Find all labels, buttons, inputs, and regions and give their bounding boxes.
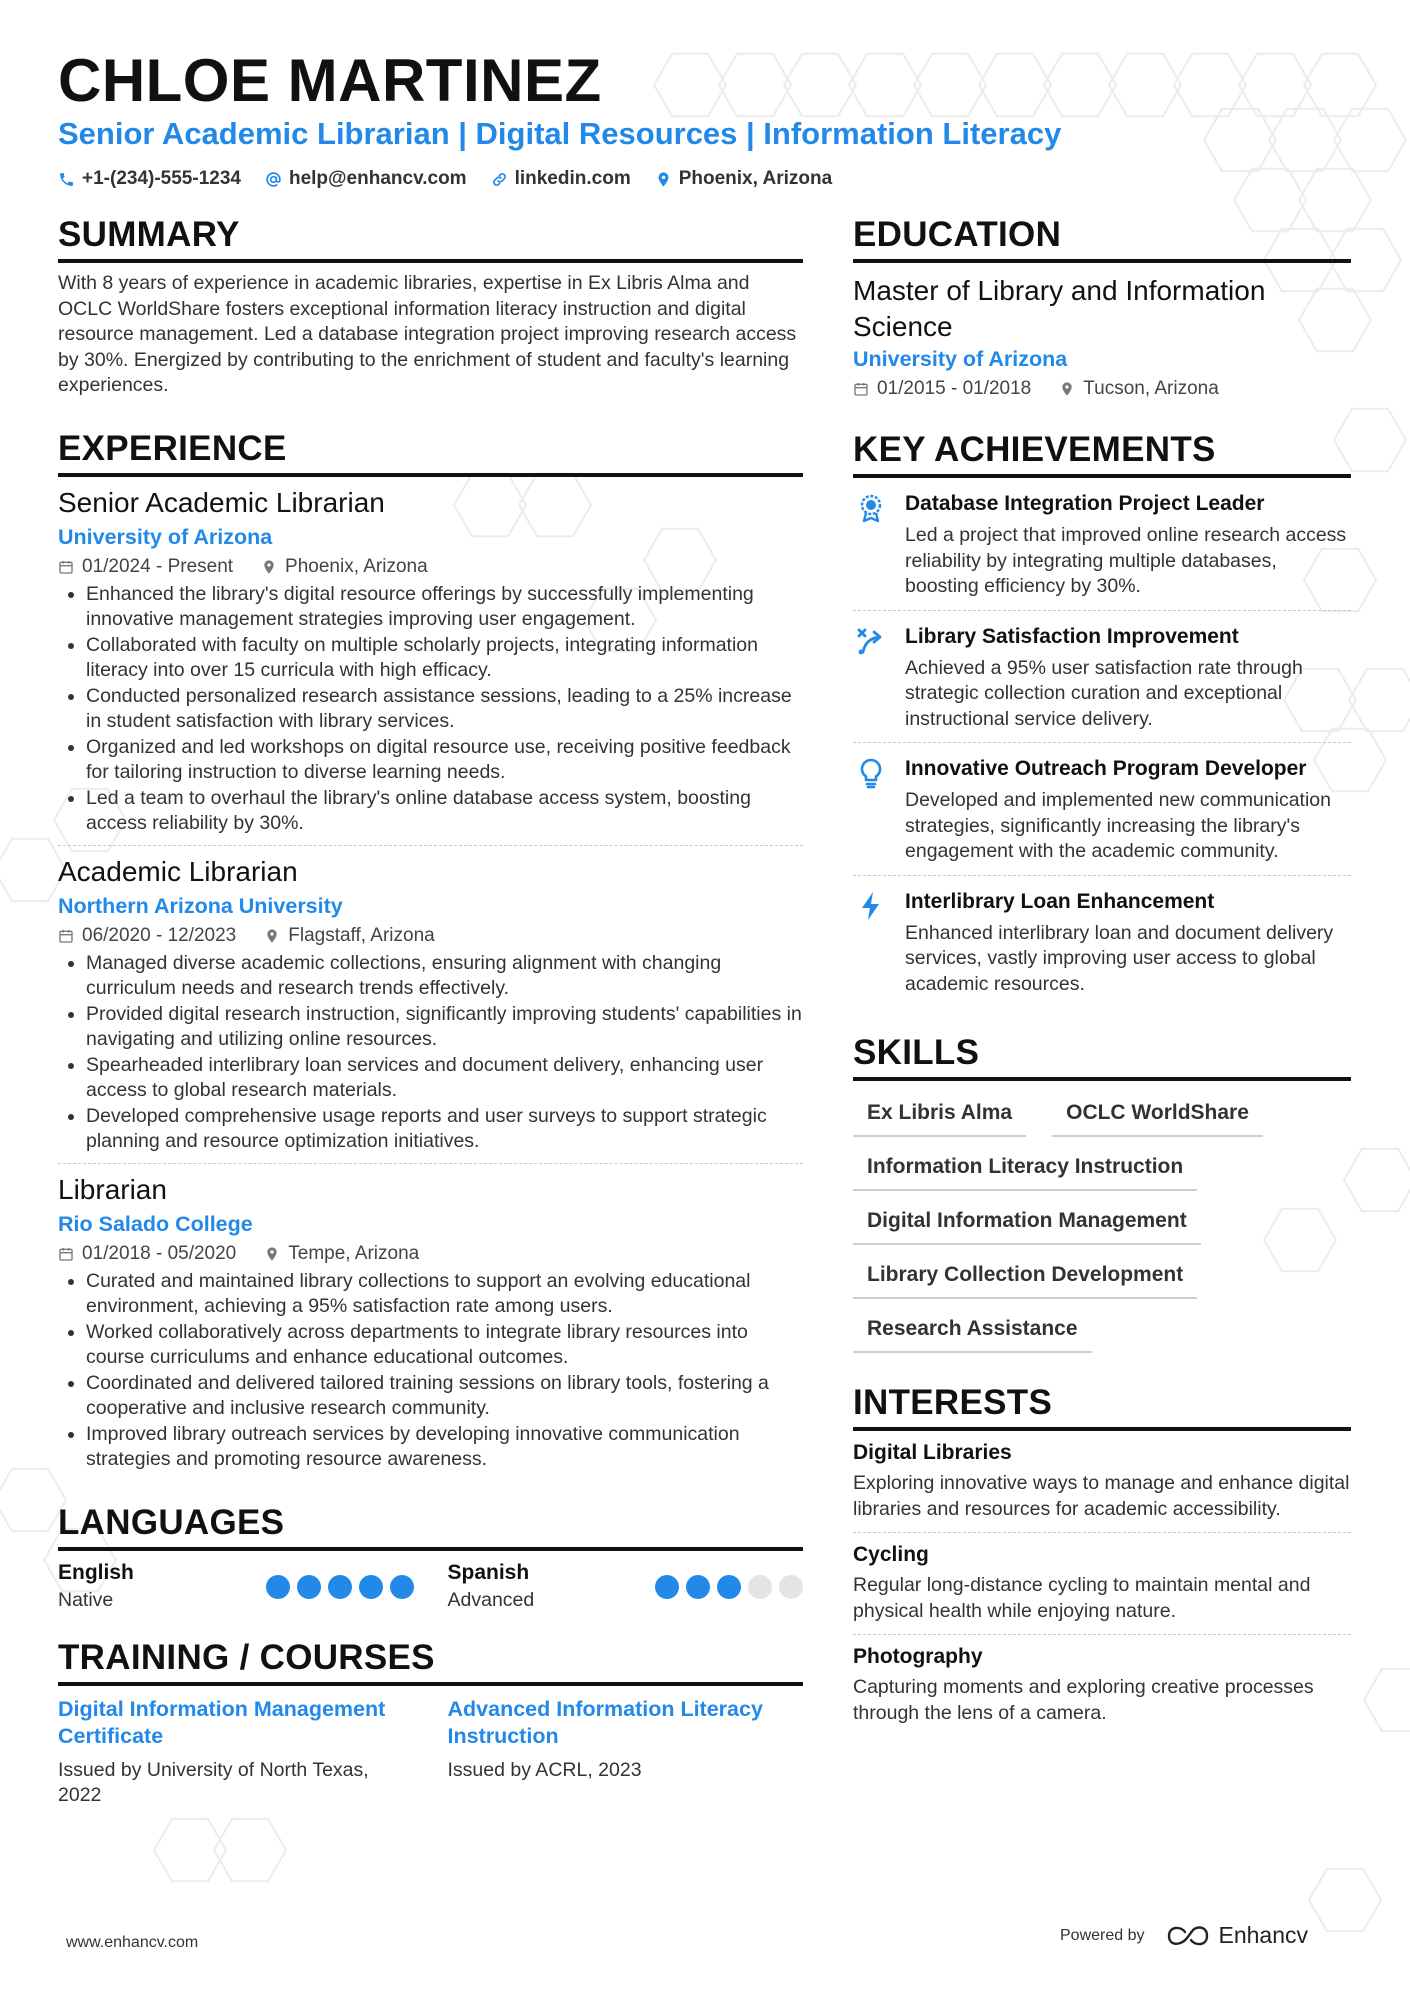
language-list xyxy=(58,1561,803,1612)
rating-dot xyxy=(359,1575,383,1599)
job-dates-text: 06/2020 - 12/2023 xyxy=(82,924,237,946)
course-list xyxy=(58,1696,803,1809)
education-degree: Master of Library and Information Science xyxy=(853,275,1266,342)
rating-dot xyxy=(266,1575,290,1599)
achievement-desc: Enhanced interlibrary loan and document delivery services, vastly improving user access to global academic resources. xyxy=(905,921,1334,995)
interest-title: Photography xyxy=(853,1645,983,1668)
education-meta xyxy=(853,378,1351,400)
language-item xyxy=(448,1561,804,1612)
job-bullet: • Curated and maintained library collections to support an evolving educational environment, achieving a 95% satisfaction rate among users. xyxy=(86,1269,803,1320)
job-title: Senior Academic Librarian xyxy=(58,486,385,518)
skill-tag: Digital Information Management xyxy=(853,1201,1201,1245)
job-entry xyxy=(58,846,803,1164)
award-icon xyxy=(853,490,889,600)
job-dates-text: 01/2018 - 05/2020 xyxy=(82,1242,237,1264)
achievement-item xyxy=(853,876,1351,1008)
education-location xyxy=(1059,378,1219,400)
phone-icon xyxy=(58,171,75,188)
job-bullet: • Collaborated with faculty on multiple scholarly projects, integrating information literacy into over 15 curricula with high efficacy. xyxy=(86,633,803,684)
achievement-body xyxy=(905,888,1351,998)
job-entry xyxy=(58,477,803,846)
job-location xyxy=(264,925,434,947)
language-rating xyxy=(655,1575,803,1599)
link-icon xyxy=(491,171,508,188)
location-pin-icon xyxy=(264,1246,280,1262)
languages-section xyxy=(58,1503,803,1612)
job-bullet: • Organized and led workshops on digital resource use, receiving positive feedback for tailoring instruction to diverse learning needs. xyxy=(86,735,803,786)
achievement-body xyxy=(905,623,1351,733)
job-location-text: Phoenix, Arizona xyxy=(285,555,428,577)
rating-dot xyxy=(686,1575,710,1599)
job-bullet: • Worked collaboratively across departments to integrate library resources into course curriculums and enhance educational outcomes. xyxy=(86,1320,803,1371)
achievement-title: Library Satisfaction Improvement xyxy=(905,624,1239,648)
phone-text: +1-(234)-555-1234 xyxy=(82,168,241,189)
job-bullets xyxy=(58,1269,803,1473)
language-name: Spanish xyxy=(447,1560,530,1584)
achievement-title: Database Integration Project Leader xyxy=(905,492,1265,515)
achievement-item xyxy=(853,743,1351,876)
skills-heading: SKILLS xyxy=(853,1033,1351,1081)
rating-dot xyxy=(655,1575,679,1599)
contact-website[interactable] xyxy=(491,168,631,190)
education-dates-text: 01/2015 - 01/2018 xyxy=(877,378,1032,399)
job-dates xyxy=(58,556,233,578)
skill-tag: Research Assistance xyxy=(853,1309,1092,1353)
job-bullets xyxy=(58,951,803,1155)
job-entry xyxy=(58,1164,803,1481)
course-desc: Issued by ACRL, 2023 xyxy=(447,1758,642,1781)
skill-tag: Ex Libris Alma xyxy=(853,1093,1026,1137)
summary-section xyxy=(58,215,803,399)
skill-tag: Information Literacy Instruction xyxy=(853,1147,1197,1191)
skill-tag: Library Collection Development xyxy=(853,1255,1197,1299)
interest-item xyxy=(853,1635,1351,1736)
location-text: Phoenix, Arizona xyxy=(678,168,833,189)
achievement-title: Innovative Outreach Program Developer xyxy=(905,757,1307,780)
language-text xyxy=(58,1561,134,1612)
location-pin-icon xyxy=(1059,381,1075,397)
strategy-icon xyxy=(853,623,889,733)
skill-list xyxy=(853,1093,1351,1353)
location-pin-icon xyxy=(655,171,672,188)
education-heading: EDUCATION xyxy=(853,215,1351,263)
achievement-item xyxy=(853,478,1351,611)
course-item xyxy=(58,1696,414,1809)
website-text: linkedin.com xyxy=(514,168,631,189)
job-bullets xyxy=(58,582,803,837)
education-section xyxy=(853,215,1351,400)
achievement-title: Interlibrary Loan Enhancement xyxy=(905,889,1215,913)
job-location xyxy=(261,556,428,578)
course-desc: Issued by University of North Texas, 2022 xyxy=(58,1758,369,1806)
interest-desc: Exploring innovative ways to manage and enhance digital libraries and resources for academic accessibility. xyxy=(853,1472,1350,1520)
email-text: help@enhancv.com xyxy=(288,168,467,189)
interests-section xyxy=(853,1383,1351,1736)
interest-desc: Capturing moments and exploring creative processes through the lens of a camera. xyxy=(853,1676,1314,1724)
rating-dot xyxy=(297,1575,321,1599)
achievement-item xyxy=(853,611,1351,744)
contact-location xyxy=(655,168,832,190)
job-company: Rio Salado College xyxy=(58,1211,253,1236)
interests-heading: INTERESTS xyxy=(853,1383,1351,1431)
brand-name: Enhancv xyxy=(1218,1922,1309,1948)
course-title: Advanced Information Literacy Instruction xyxy=(447,1696,763,1748)
achievement-body xyxy=(905,490,1351,600)
right-column xyxy=(853,215,1351,1766)
footer-branding xyxy=(1060,1922,1308,1949)
calendar-icon xyxy=(853,381,869,397)
language-level: Native xyxy=(58,1588,114,1611)
enhancv-logo-icon xyxy=(1165,1924,1211,1948)
interest-desc: Regular long-distance cycling to maintain mental and physical health while enjoying nature. xyxy=(853,1574,1311,1622)
job-title: Librarian xyxy=(58,1173,167,1205)
achievement-body xyxy=(905,755,1351,865)
location-pin-icon xyxy=(264,928,280,944)
contact-bar xyxy=(58,168,832,190)
job-meta xyxy=(58,556,803,578)
rating-dot xyxy=(779,1575,803,1599)
course-title: Digital Information Management Certificate xyxy=(58,1696,386,1748)
interest-item xyxy=(853,1533,1351,1635)
job-title: Academic Librarian xyxy=(58,855,298,887)
brand-logo[interactable] xyxy=(1165,1922,1309,1949)
lightbulb-icon xyxy=(853,755,889,865)
interest-list xyxy=(853,1431,1351,1736)
calendar-icon xyxy=(58,559,74,575)
language-name: English xyxy=(58,1560,134,1584)
experience-section xyxy=(58,429,803,1481)
job-bullet: • Led a team to overhaul the library's online database access system, boosting access reliability by 30%. xyxy=(86,786,803,837)
job-bullet: • Developed comprehensive usage reports and user surveys to support strategic planning and resource optimization initiatives. xyxy=(86,1104,803,1155)
job-location xyxy=(264,1243,419,1265)
achievements-heading: KEY ACHIEVEMENTS xyxy=(853,430,1351,478)
interest-title: Digital Libraries xyxy=(853,1441,1012,1464)
training-section xyxy=(58,1638,803,1809)
languages-heading: LANGUAGES xyxy=(58,1503,803,1551)
rating-dot xyxy=(717,1575,741,1599)
rating-dot xyxy=(748,1575,772,1599)
rating-dot xyxy=(390,1575,414,1599)
job-bullet: • Spearheaded interlibrary loan services and document delivery, enhancing user access to global research materials. xyxy=(86,1053,803,1104)
calendar-icon xyxy=(58,1246,74,1262)
job-dates xyxy=(58,925,236,947)
language-item xyxy=(58,1561,414,1612)
training-heading: TRAINING / COURSES xyxy=(58,1638,803,1686)
summary-text: With 8 years of experience in academic libraries, expertise in Ex Libris Alma and OCLC WorldShare fosters exceptional information literacy instruction and digital resource management. Led a database integration project improving research access by 30%. Energized by contributing to the enrichment of student and faculty's learning experiences. xyxy=(58,272,797,396)
calendar-icon xyxy=(58,928,74,944)
job-dates xyxy=(58,1243,236,1265)
interest-title: Cycling xyxy=(853,1543,929,1566)
education-school: University of Arizona xyxy=(853,347,1068,371)
contact-phone[interactable] xyxy=(58,168,241,190)
powered-by-label: Powered by xyxy=(1060,1926,1145,1944)
language-level: Advanced xyxy=(447,1588,535,1611)
skills-section xyxy=(853,1033,1351,1353)
rating-dot xyxy=(328,1575,352,1599)
achievement-list xyxy=(853,478,1351,1007)
footer-website[interactable]: www.enhancv.com xyxy=(66,1934,199,1951)
job-bullet: • Provided digital research instruction, significantly improving students' capabilities in navigating and utilizing online resources. xyxy=(86,1002,803,1053)
job-company: Northern Arizona University xyxy=(58,893,343,918)
candidate-name: CHLOE MARTINEZ xyxy=(58,47,602,114)
job-meta xyxy=(58,1243,803,1265)
language-rating xyxy=(266,1575,414,1599)
job-location-text: Flagstaff, Arizona xyxy=(288,924,435,946)
experience-heading: EXPERIENCE xyxy=(58,429,803,477)
location-pin-icon xyxy=(261,559,277,575)
job-dates-text: 01/2024 - Present xyxy=(82,555,234,577)
skill-tag: OCLC WorldShare xyxy=(1052,1093,1263,1137)
language-text xyxy=(448,1561,535,1612)
education-location-text: Tucson, Arizona xyxy=(1083,378,1219,399)
achievement-desc: Led a project that improved online research access reliability by integrating multiple databases, boosting efficiency by 30%. xyxy=(905,524,1347,597)
job-bullet: • Improved library outreach services by developing innovative communication strategies and promoting resource awareness. xyxy=(86,1422,803,1473)
interest-item xyxy=(853,1431,1351,1533)
education-dates xyxy=(853,378,1031,400)
candidate-headline: Senior Academic Librarian | Digital Resources | Information Literacy xyxy=(58,116,1062,151)
job-location-text: Tempe, Arizona xyxy=(288,1242,420,1264)
job-bullet: • Managed diverse academic collections, ensuring alignment with changing curriculum needs and research trends effectively. xyxy=(86,951,803,1002)
achievements-section xyxy=(853,430,1351,1007)
job-company: University of Arizona xyxy=(58,524,273,549)
course-item xyxy=(448,1696,804,1809)
job-meta xyxy=(58,925,803,947)
achievement-desc: Achieved a 95% user satisfaction rate through strategic collection curation and exceptional instructional service delivery. xyxy=(905,656,1303,730)
job-bullet: • Conducted personalized research assistance sessions, leading to a 25% increase in student satisfaction with library services. xyxy=(86,684,803,735)
bolt-icon xyxy=(853,888,889,998)
achievement-desc: Developed and implemented new communication strategies, significantly increasing the library's engagement with the academic community. xyxy=(905,789,1331,862)
job-bullet: • Enhanced the library's digital resource offerings by successfully implementing innovative management strategies improving user engagement. xyxy=(86,582,803,633)
job-bullet: • Coordinated and delivered tailored training sessions on library tools, fostering a cooperative and inclusive research community. xyxy=(86,1371,803,1422)
at-icon xyxy=(265,171,282,188)
job-list xyxy=(58,477,803,1481)
contact-email[interactable] xyxy=(265,168,467,190)
left-column xyxy=(58,215,803,1839)
summary-heading: SUMMARY xyxy=(58,215,803,263)
